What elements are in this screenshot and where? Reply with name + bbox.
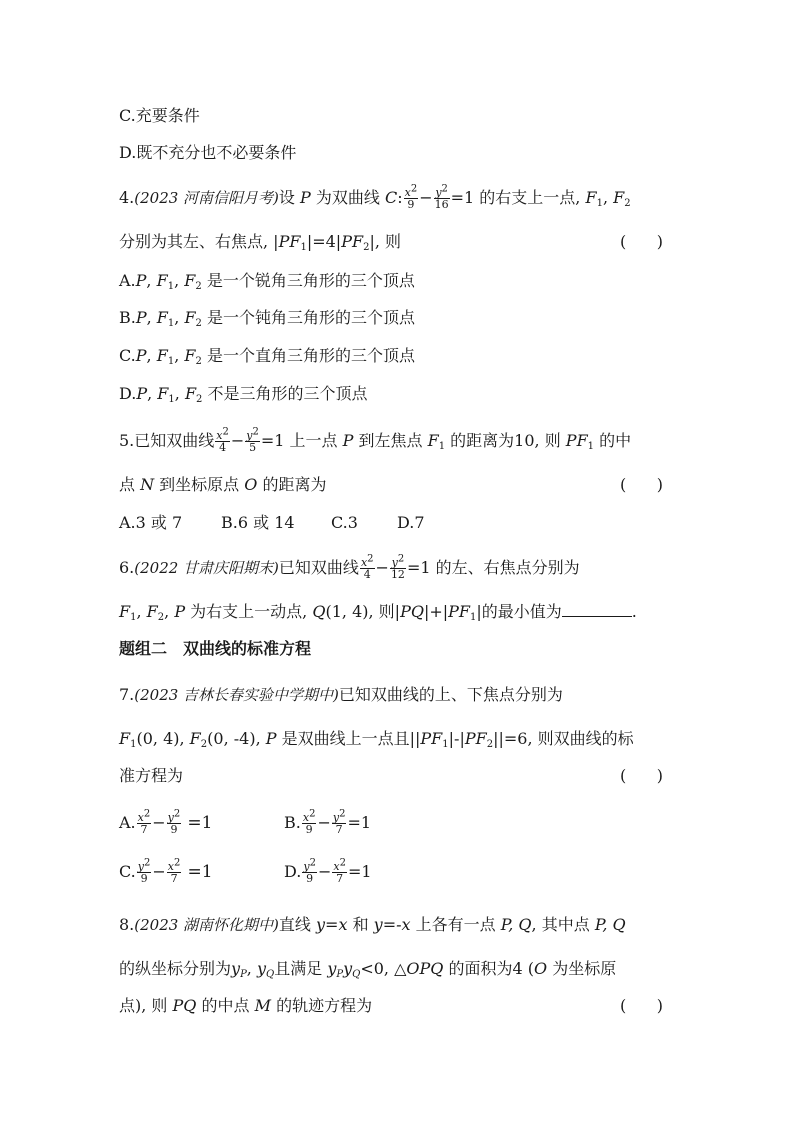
q5-stem-line1: 5.已知双曲线 $\frac{x^2}{4}$ − $\frac{y^2}{5}$ =1 上一点 P 到左焦点 $F_1$ 的距离为10, 则 $PF_1$ 的中 <box>119 426 632 454</box>
q7b-fraction-x: $\frac{x^2}{9}$ <box>302 808 316 836</box>
q7-stem-line3: 准方程为 <box>119 766 184 785</box>
q5-option-a: A.3 或 7 <box>119 513 183 532</box>
q4-option-b: B.P, $F_1$, $F_2$ 是一个钝角三角形的三个顶点 <box>119 308 416 329</box>
q6-answer-blank[interactable] <box>562 602 632 617</box>
q5-option-c: C.3 <box>331 513 358 532</box>
q3-option-d: D.既不充分也不必要条件 <box>119 143 297 162</box>
q7b-fraction-y: $\frac{y^2}{7}$ <box>332 808 346 836</box>
q4-option-d: D.P, $F_1$, $F_2$ 不是三角形的三个顶点 <box>119 384 368 405</box>
q8-stem-line1: 8.(2023 湖南怀化期中)直线 y=x 和 y=-x 上各有一点 P, Q, 其中点 P, Q <box>119 915 626 934</box>
q7c-fraction-y: $\frac{y^2}{9}$ <box>137 857 151 885</box>
q7-option-b: B. $\frac{x^2}{9}$ − $\frac{y^2}{7}$ =1 <box>284 808 372 836</box>
q6-stem-line2: $F_1$, $F_2$, P 为右支上一动点, Q(1, 4), 则$|PQ|+|PF_1|$的最小值为 . <box>119 602 637 623</box>
q5-option-b: B.6 或 14 <box>221 513 295 532</box>
q5-stem-line2: 点 N 到坐标原点 O 的距离为 <box>119 475 327 494</box>
q4-source: (2023 河南信阳月考) <box>134 189 279 207</box>
q8-source: (2023 湖南怀化期中) <box>134 916 279 934</box>
q7-source: (2023 吉林长春实验中学期中) <box>134 686 339 704</box>
q4-fraction-x: $\frac{x^2}{9}$ <box>404 183 418 211</box>
q4-stem-line1: 4.(2023 河南信阳月考)设 P 为双曲线 C: $\frac{x^2}{9}$ − $\frac{y^2}{16}$ =1 的右支上一点, $F_1$, $F_2$ <box>119 183 631 211</box>
q7c-fraction-x: $\frac{x^2}{7}$ <box>167 857 181 885</box>
q5-fraction-x: $\frac{x^2}{4}$ <box>216 426 229 454</box>
q7-option-d: D. $\frac{y^2}{9}$ − $\frac{x^2}{7}$ =1 <box>284 857 372 885</box>
q4-fraction-y: $\frac{y^2}{16}$ <box>434 183 449 211</box>
q7-option-c: C. $\frac{y^2}{9}$ − $\frac{x^2}{7}$ =1 <box>119 857 213 885</box>
q4-answer-bracket: ( ) <box>620 232 663 251</box>
q5-option-d: D.7 <box>397 513 425 532</box>
q6-fraction-x: $\frac{x^2}{4}$ <box>360 553 374 581</box>
q7-stem-line2: $F_1(0$, 4), $F_2(0$, -4), P 是双曲线上一点且$||PF_1|-|PF_2||=6$, 则双曲线的标 <box>119 729 634 750</box>
q8-stem-line3: 点), 则 PQ 的中点 M 的轨迹方程为 <box>119 996 373 1015</box>
q6-stem-line1: 6.(2022 甘肃庆阳期末)已知双曲线 $\frac{x^2}{4}$ − $\frac{y^2}{12}$ =1 的左、右焦点分别为 <box>119 553 580 581</box>
q6-source: (2022 甘肃庆阳期末) <box>134 559 279 577</box>
q7-option-a: A. $\frac{x^2}{7}$ − $\frac{y^2}{9}$ =1 <box>119 808 213 836</box>
q5-options <box>119 512 425 534</box>
q5-fraction-y: $\frac{y^2}{5}$ <box>246 426 259 454</box>
q5-answer-bracket: ( ) <box>620 475 663 494</box>
q7a-fraction-y: $\frac{y^2}{9}$ <box>167 808 181 836</box>
q8-answer-bracket: ( ) <box>620 996 663 1015</box>
q4-option-c: C.P, $F_1$, $F_2$ 是一个直角三角形的三个顶点 <box>119 346 415 367</box>
q6-fraction-y: $\frac{y^2}{12}$ <box>390 553 405 581</box>
q8-stem-line2: 的纵坐标分别为$y_P$, $y_Q$且满足 $y_Py_Q<0$, △OPQ 的面积为4 (O 为坐标原 <box>119 959 617 980</box>
section-heading: 题组二 双曲线的标准方程 <box>119 639 312 658</box>
q4-option-a: A.P, $F_1$, $F_2$ 是一个锐角三角形的三个顶点 <box>119 271 415 292</box>
q3-option-c: C.充要条件 <box>119 106 200 125</box>
q7-stem-line1: 7.(2023 吉林长春实验中学期中)已知双曲线的上、下焦点分别为 <box>119 685 563 704</box>
q4-stem-line2: 分别为其左、右焦点, $|PF_1|=4|PF_2|$, 则 <box>119 232 402 253</box>
q7d-fraction-y: $\frac{y^2}{9}$ <box>303 857 316 885</box>
q7-answer-bracket: ( ) <box>620 766 663 785</box>
q7a-fraction-x: $\frac{x^2}{7}$ <box>137 808 151 836</box>
q7d-fraction-x: $\frac{x^2}{7}$ <box>333 857 346 885</box>
